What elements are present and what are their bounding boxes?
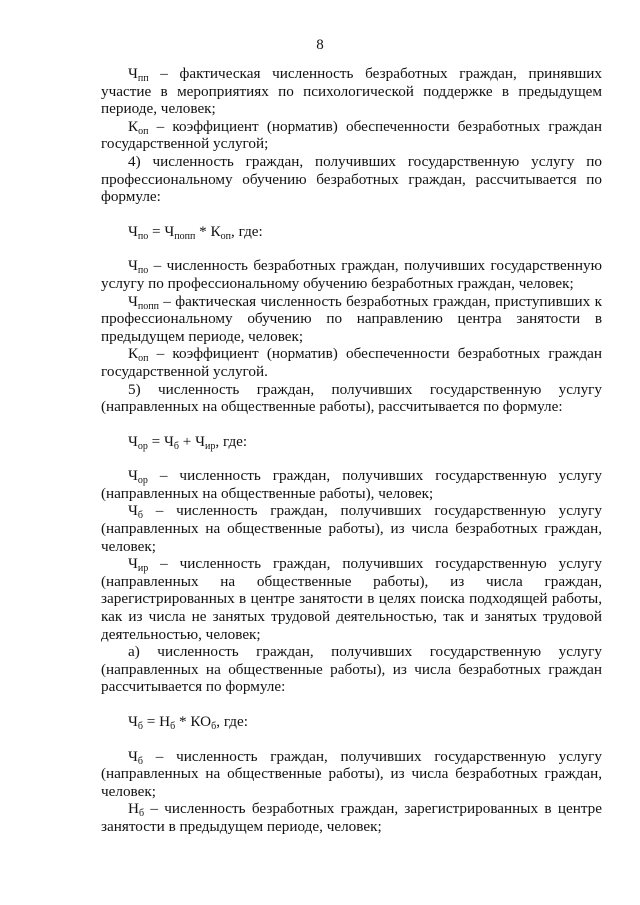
- variable-symbol: Ч: [128, 65, 138, 82]
- paragraph-text: – коэффициент (норматив) обеспеченности безработных граждан государственной услугой;: [101, 117, 602, 153]
- variable-subscript: по: [137, 265, 149, 277]
- text-paragraph: [101, 153, 602, 206]
- paragraph-text: – фактическая численность безработных граждан, принявших участие в мероприятиях по психологической поддержке в предыдущем периоде, человек;: [101, 65, 602, 118]
- formula-subscript: б: [173, 440, 179, 452]
- variable-subscript: б: [137, 755, 143, 767]
- page-number: 8: [316, 37, 324, 53]
- formula-subscript: б: [170, 721, 176, 732]
- formula-subscript: по: [137, 230, 149, 242]
- variable-subscript: пп: [137, 73, 149, 84]
- paragraph-text: – коэффициент (норматив) обеспеченности безработных граждан государственной услугой.: [101, 345, 602, 380]
- formula: [101, 223, 602, 241]
- formula: [101, 433, 602, 451]
- text-paragraph: [101, 381, 602, 416]
- variable-subscript: б: [138, 808, 145, 820]
- paragraph-text: – численность граждан, получивших государственную услугу (направленных на общественные работы), из числа граждан, зарегистрированных в центре занятости в целях поиска подходящей работы, как из числа не занятых трудовой деятельностью, так и занятых трудовой деятельностью, человек;: [101, 555, 602, 643]
- variable-subscript: оп: [138, 125, 149, 137]
- formula-text: , где:: [216, 713, 248, 730]
- paragraph-text: – численность граждан, получивших государственную услугу (направленных на общественные работы), человек;: [101, 467, 602, 502]
- formula-text: = Ч: [148, 222, 175, 240]
- variable-symbol: Ч: [128, 257, 138, 275]
- definition-paragraph: [101, 118, 602, 153]
- paragraph-text: – численность безработных граждан, зарегистрированных в центре занятости в предыдущем периоде, человек;: [101, 800, 602, 835]
- formula-text: Ч: [128, 432, 138, 450]
- formula-text: , где:: [215, 432, 248, 450]
- formula-text: Ч: [128, 222, 138, 240]
- formula-subscript: оп: [220, 230, 232, 242]
- paragraph-text: 5) численность граждан, получивших государственную услугу (направленных на общественные работы), рассчитывается по формуле:: [101, 380, 602, 416]
- formula-text: Ч: [128, 713, 138, 730]
- variable-subscript: оп: [138, 353, 149, 365]
- variable-symbol: К: [128, 117, 139, 135]
- definition-paragraph: [101, 502, 602, 555]
- paragraph-text: – численность безработных граждан, получивших государственную услугу по профессиональному обучению безработных граждан, человек;: [101, 257, 602, 292]
- definition-paragraph: [101, 293, 602, 346]
- variable-subscript: ир: [137, 563, 149, 575]
- variable-symbol: К: [128, 345, 139, 363]
- formula-text: = Ч: [147, 432, 174, 450]
- definition-paragraph: [101, 467, 602, 502]
- formula-subscript: б: [211, 721, 217, 732]
- formula-text: = Н: [142, 713, 171, 730]
- definition-paragraph: [101, 65, 602, 118]
- formula-subscript: б: [137, 721, 143, 732]
- variable-symbol: Ч: [128, 467, 138, 485]
- formula-text: , где:: [231, 222, 263, 240]
- paragraph-text: – численность граждан, получивших государственную услугу (направленных на общественные работы), из числа безработных граждан, человек;: [101, 747, 602, 800]
- variable-symbol: Ч: [128, 292, 138, 310]
- definition-paragraph: [101, 257, 602, 292]
- formula-text: + Ч: [179, 432, 206, 450]
- variable-symbol: Н: [128, 800, 139, 818]
- paragraph-text: – численность граждан, получивших государственную услугу (направленных на общественные работы), из числа безработных граждан, человек;: [101, 502, 602, 555]
- formula-subscript: ир: [205, 440, 216, 452]
- formula-subscript: ор: [137, 440, 148, 452]
- definition-paragraph: [101, 800, 602, 835]
- variable-subscript: попп: [137, 300, 159, 312]
- formula: [101, 713, 602, 731]
- paragraph-text: а) численность граждан, получивших государственную услугу (направленных на общественные работы), из числа безработных граждан рассчитывается по формуле:: [101, 643, 602, 696]
- variable-symbol: Ч: [128, 555, 138, 573]
- variable-symbol: Ч: [128, 502, 138, 520]
- text-paragraph: [101, 643, 602, 696]
- variable-subscript: ор: [137, 475, 148, 487]
- variable-symbol: Ч: [128, 747, 138, 765]
- formula-text: * К: [195, 222, 221, 240]
- definition-paragraph: [101, 748, 602, 801]
- formula-text: * КО: [175, 713, 212, 730]
- definition-paragraph: [101, 555, 602, 643]
- formula-subscript: попп: [174, 230, 196, 242]
- definition-paragraph: [101, 345, 602, 380]
- document-body: [101, 65, 602, 836]
- paragraph-text: 4) численность граждан, получивших государственную услугу по профессиональному обучению безработных граждан, рассчитывается по формуле:: [101, 152, 602, 206]
- variable-subscript: б: [137, 510, 143, 522]
- paragraph-text: – фактическая численность безработных граждан, приступивших к профессиональному обучению по направлению центра занятости в предыдущем периоде, человек;: [101, 292, 602, 345]
